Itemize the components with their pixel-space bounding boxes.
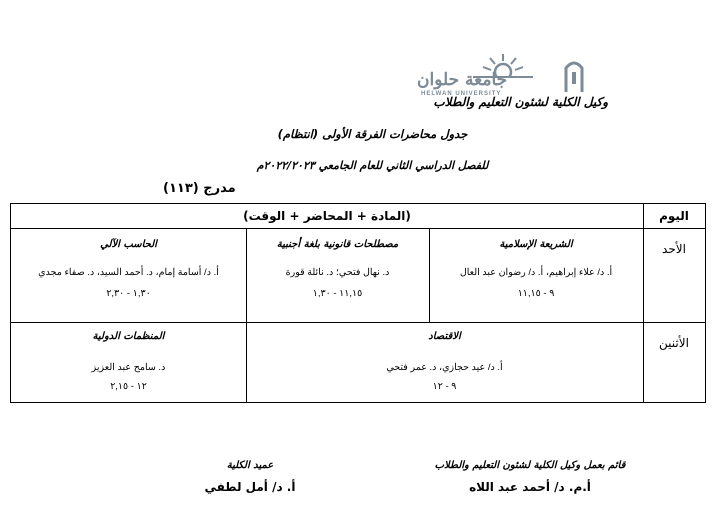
schedule-table	[10, 203, 706, 403]
professors-economics: أ. د/ عيد حجازي، د. عمر فتحي	[386, 362, 503, 373]
professors-computer: أ. د/ أسامة إمام، د. أحمد السيد، د. صفاء مجدي	[38, 267, 219, 278]
day-column-divider	[643, 204, 644, 402]
dean-title: عميد الكلية	[226, 460, 274, 471]
time-computer: ١,٣٠ - ٢,٣٠	[106, 288, 151, 299]
semester-title: للفصل الدراسي الثاني للعام الجامعي ٢٠٢٢/٢٠٢٣م	[256, 159, 489, 172]
vice-dean-signature-title: قائم بعمل وكيل الكلية لشئون التعليم والطلاب	[434, 460, 626, 471]
vice-dean-title: وكيل الكلية لشئون التعليم والطلاب	[433, 95, 608, 109]
time-intl-orgs: ١٢ - ٢,١٥	[110, 381, 147, 392]
day-header: اليوم	[659, 209, 689, 223]
time-legal-terms: ١١,١٥ - ١,٣٠	[312, 288, 363, 299]
vice-dean-name: أ.م. د/ أحمد عبد اللاه	[469, 480, 591, 494]
professors-legal-terms: د. نهال فتحي؛ د. نائلة قورة	[285, 267, 390, 278]
logo-subtext: HELWAN UNIVERSITY	[421, 91, 502, 97]
university-logo	[415, 52, 585, 98]
logo-text: جامعة حلوان	[417, 70, 508, 90]
schedule-title: جدول محاضرات الفرقة الأولى (انتظام)	[277, 127, 468, 141]
subject-sharia: الشريعة الإسلامية	[499, 239, 573, 250]
professors-intl-orgs: د. سامح عبد العزيز	[91, 362, 166, 373]
subject-intl-orgs: المنظمات الدولية	[92, 331, 165, 342]
time-sharia: ٩ - ١١,١٥	[517, 288, 555, 299]
content-header: (المادة + المحاضر + الوقت)	[243, 209, 411, 223]
day-sunday: الأحد	[662, 242, 686, 256]
professors-sharia: أ. د/ علاء إبراهيم، أ. د/ رضوان عبد العال	[459, 267, 613, 278]
hall-label: مدرج (١١٣)	[163, 181, 236, 196]
time-economics: ٩ - ١٢	[432, 381, 457, 392]
day-monday: الأثنين	[659, 336, 689, 350]
subject-computer: الحاسب الآلي	[100, 239, 157, 250]
header-divider	[11, 228, 705, 229]
row-divider	[11, 322, 705, 323]
subject-legal-terms: مصطلحات قانونية بلغة أجنبية	[276, 239, 399, 250]
dean-name: أ. د/ أمل لطفي	[204, 480, 296, 494]
subject-economics: الاقتصاد	[428, 331, 461, 342]
arch-icon	[563, 56, 585, 92]
